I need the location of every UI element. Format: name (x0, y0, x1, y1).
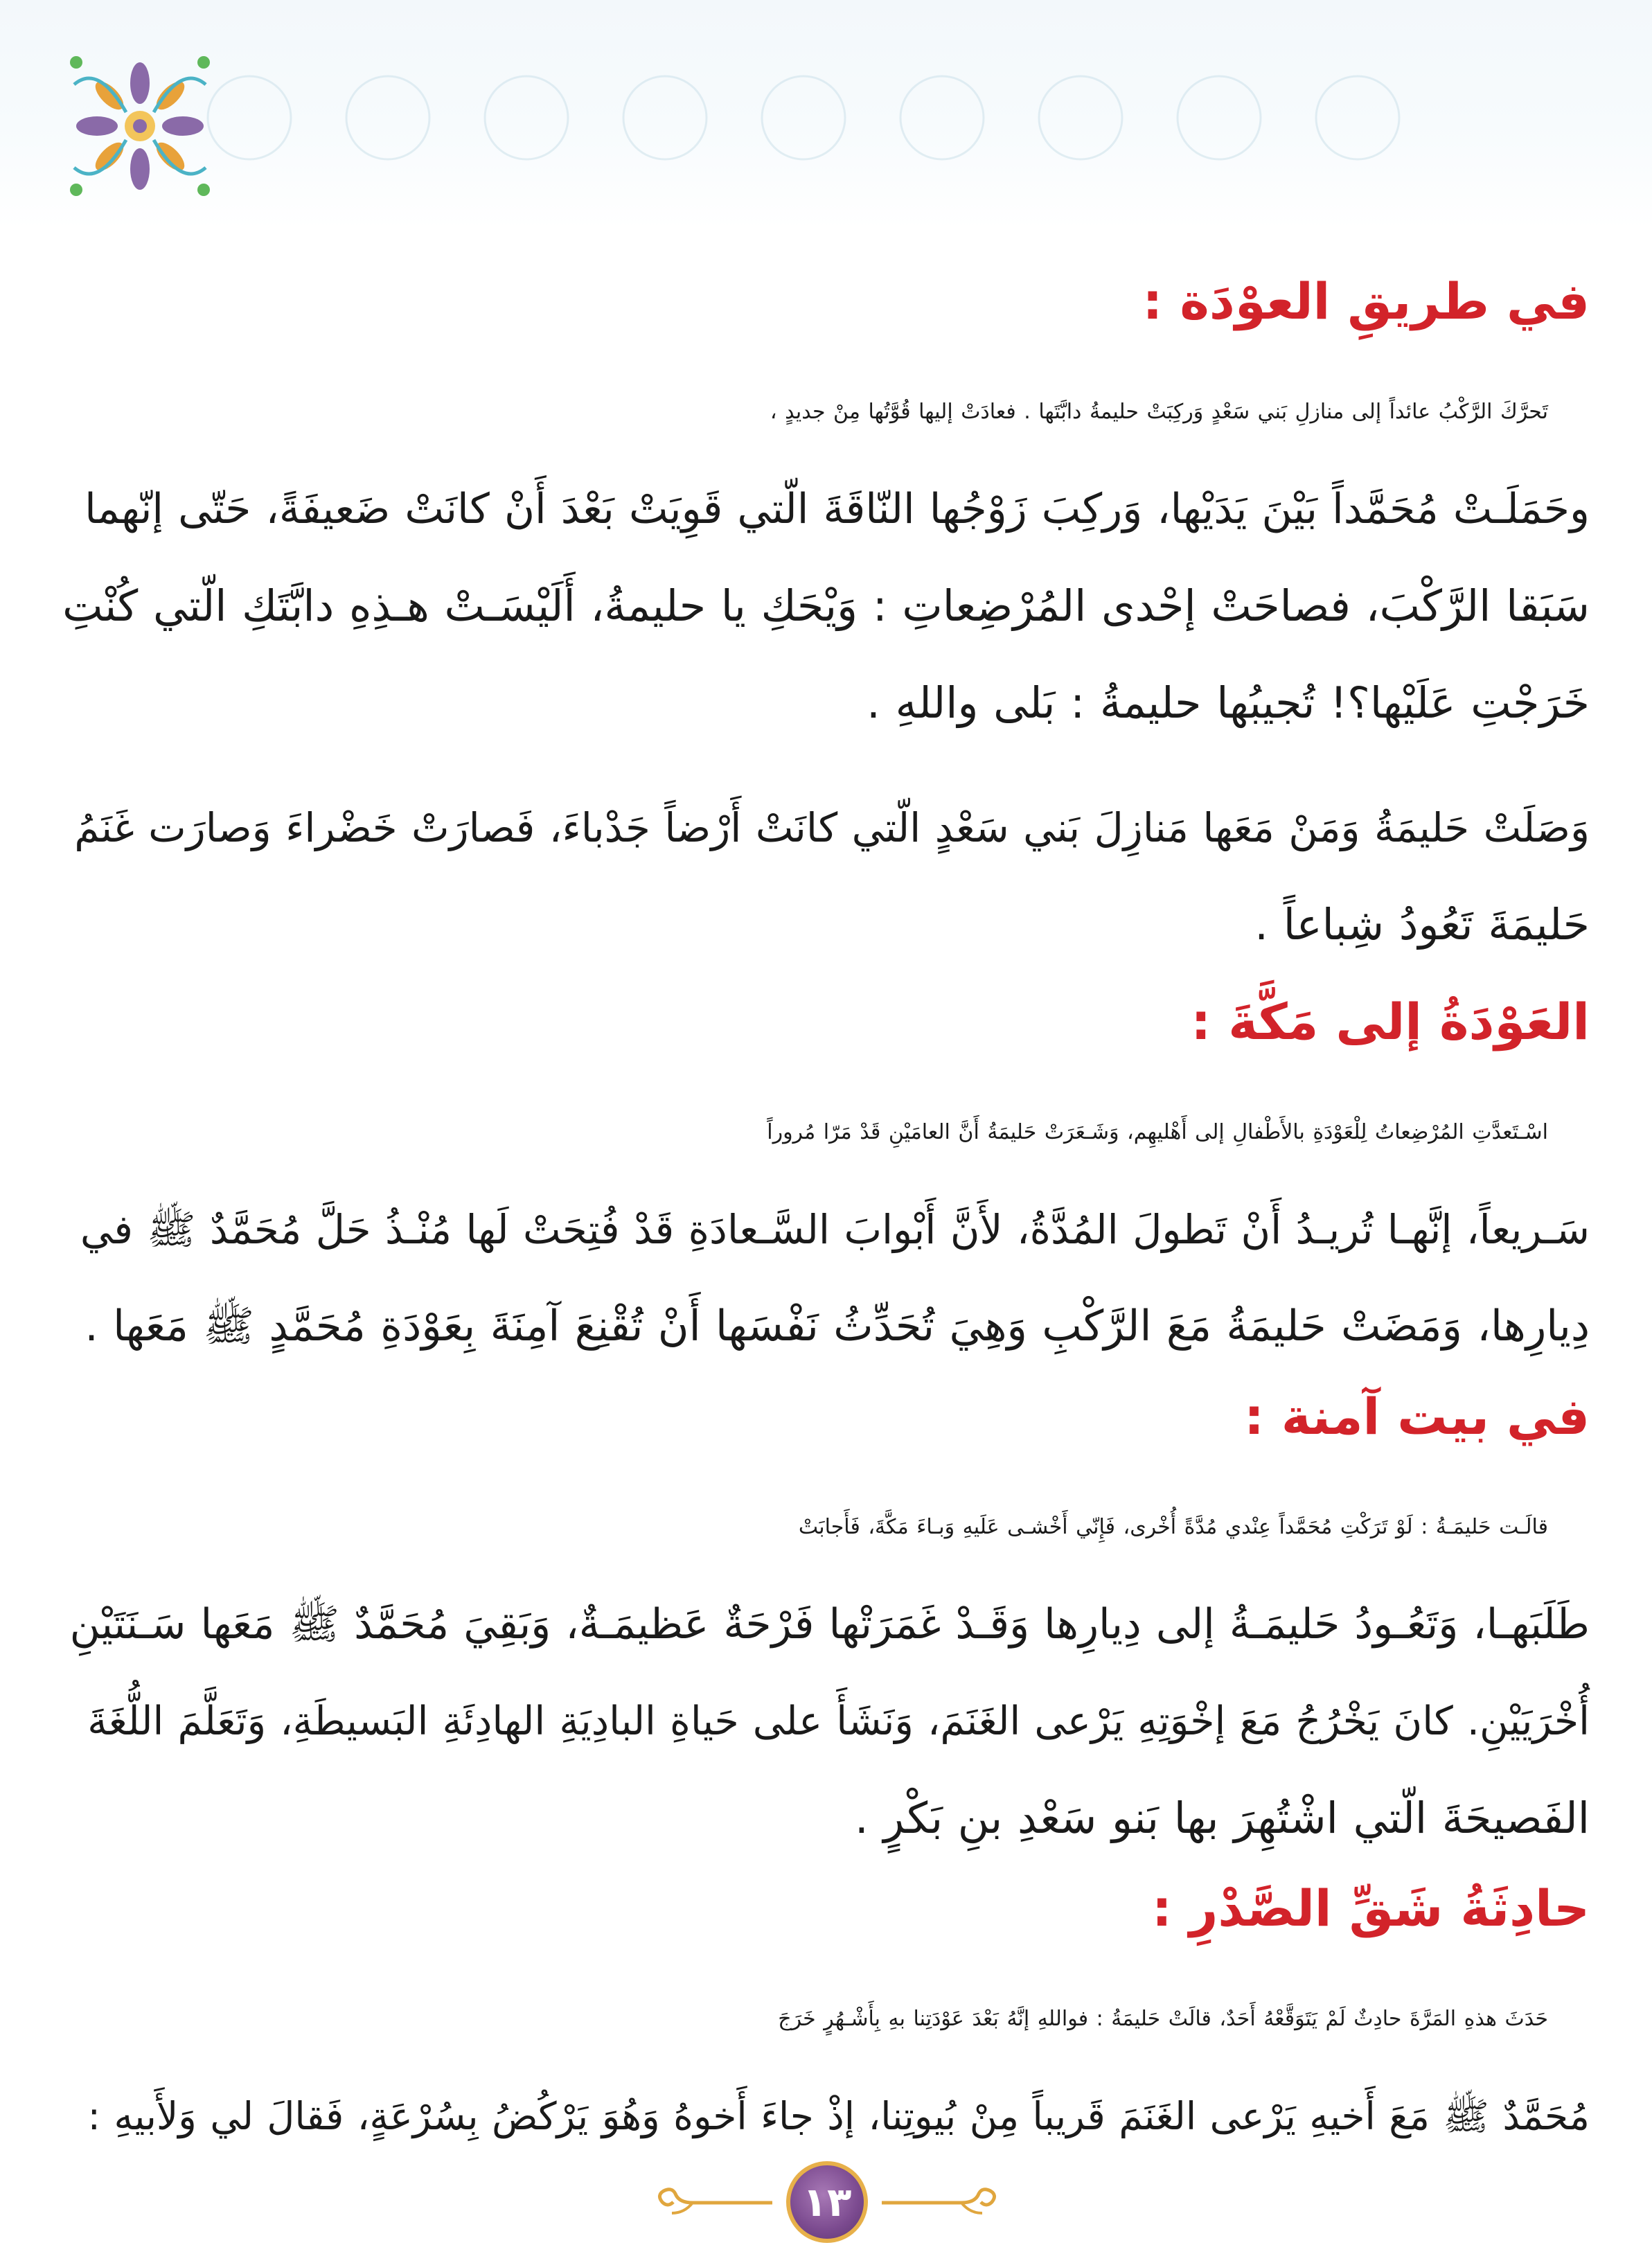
text-line: سَـريعاً، إنَّهـا تُريـدُ أَنْ تَطولَ المُدَّةُ، لأَنَّ أَبْوابَ السَّـعادَةِ قَدْ فُتِحَتْ لَها مُنْـذُ حَلَّ مُحَمَّدٌ ﷺ في (80, 1206, 1590, 1253)
section-heading-return-to-mecca: العَوْدَةُ إلى مَكَّةَ : (1191, 993, 1590, 1051)
paragraph (62, 779, 1590, 973)
page-footer (0, 2161, 1652, 2244)
section-heading-chest-opening: حادِثَةُ شَقِّ الصَّدْرِ : (1152, 1879, 1590, 1937)
text-line: تَحرَّكَ الرَّكْبُ عائداً إلى منازلِ بَني سَعْدٍ وَركِبَتْ حليمةُ دابَّتَها . فعادَتْ إليها قُوَّتُها مِنْ جديدٍ ، (770, 400, 1548, 424)
text-line: أُخْرَيَيْنِ. كانَ يَخْرُجُ مَعَ إخْوَتِهِ يَرْعى الغَنَمَ، وَنَشَأَ على حَياةِ البادِيَةِ الهادِئَةِ البَسيطَةِ، وَتَعَلَّمَ اللُّغَةَ (87, 1698, 1590, 1744)
paragraph (62, 1084, 1590, 1375)
text-line: حَليمَةَ تَعُودُ شِباعاً . (1254, 899, 1590, 950)
section-heading-amina-house: في بيت آمنة : (1244, 1387, 1590, 1446)
text-line: سَبَقا الرَّكْبَ، فصاحَتْ إحْدى المُرْضِعاتِ : وَيْحَكِ يا حليمةُ، أَلَيْسَـتْ هـذِهِ دابَّتَكِ الّتي كُنْتِ (62, 580, 1590, 631)
text-line: وحَمَلَـتْ مُحَمَّداً بَيْنَ يَدَيْها، وَركِبَ زَوْجُها النّاقَةَ الّتي قَوِيَتْ بَعْدَ أَنْ كانَتْ ضَعيفَةً، حَتّى إنّهما (85, 485, 1590, 533)
right-flourish-icon (878, 2185, 1003, 2220)
text-line: الفَصيحَةَ الّتي اشْتُهِرَ بها بَنو سَعْدِ بنِ بَكْرٍ . (854, 1793, 1590, 1843)
faded-floral-pattern (180, 48, 1496, 187)
paragraph (62, 1971, 1590, 2165)
floral-ornament-icon (64, 50, 216, 202)
section-heading-return-road: في طريقِ العوْدَة : (1142, 272, 1590, 330)
page-number-badge (786, 2161, 868, 2243)
paragraph (62, 364, 1590, 752)
left-flourish-icon (651, 2185, 776, 2220)
page-content (62, 267, 1590, 2165)
page-number: ١٣ (802, 2178, 852, 2226)
text-line: مُحَمَّدٌ ﷺ مَعَ أَخيهِ يَرْعى الغَنَمَ قَريباً مِنْ بُيوتِنا، إذْ جاءَ أَخوهُ وَهُوَ يَرْكُضُ بِسُرْعَةٍ، فَقالَ لي وَلأَبيهِ : (87, 2094, 1590, 2138)
paragraph (62, 1479, 1590, 1867)
text-line: طَلَبَهـا، وَتَعُـودُ حَليمَـةُ إلى دِيارِها وَقَـدْ غَمَرَتْها فَرْحَةٌ عَظيمَـةٌ، وَبَقِيَ مُحَمَّدٌ ﷺ مَعَها سَـنَتَيْنِ (69, 1600, 1590, 1649)
text-line: وَصَلَتْ حَليمَةُ وَمَنْ مَعَها مَنازِلَ بَني سَعْدٍ الّتي كانَتْ أَرْضاً جَدْباءَ، فَصارَتْ خَضْراءَ وَصارَت غَنَمُ (74, 804, 1590, 851)
text-line: حَدَثَ هذهِ المَرَّةَ حادِثٌ لَمْ يَتَوَقَّعْهُ أَحَدٌ، قالَتْ حَليمَةُ : فواللهِ إنَّهُ بَعْدَ عَوْدَتِنا بهِ بِأَشْـهُرٍ خَرَجَ (778, 2007, 1548, 2031)
top-decorative-band (0, 0, 1652, 229)
text-line: اسْـتَعدَّتِ المُرْضِعاتُ لِلْعَوْدَةِ بالأَطْفالِ إلى أَهْليهِم، وَشَـعَرَتْ حَليمَةُ أَنَّ العامَيْنِ قَدْ مَرّا مُروراً (767, 1120, 1548, 1144)
text-line: قالَـت حَليمَـةُ : لَوْ تَرَكْتِ مُحَمَّداً عِنْدي مُدَّةً أُخْرى، فَإِنّي أَخْشـى عَلَيهِ وَبـاءَ مَكَّةَ، فَأَجابَتْ (798, 1515, 1548, 1539)
text-line: دِيارِها، وَمَضَتْ حَليمَةُ مَعَ الرَّكْبِ وَهِيَ تُحَدِّثُ نَفْسَها أَنْ تُقْنِعَ آمِنَةَ بِعَوْدَةِ مُحَمَّدٍ ﷺ مَعَها . (85, 1302, 1590, 1351)
text-line: خَرَجْتِ عَلَيْها؟! تُجيبُها حليمةُ : بَلى واللهِ . (867, 677, 1590, 728)
